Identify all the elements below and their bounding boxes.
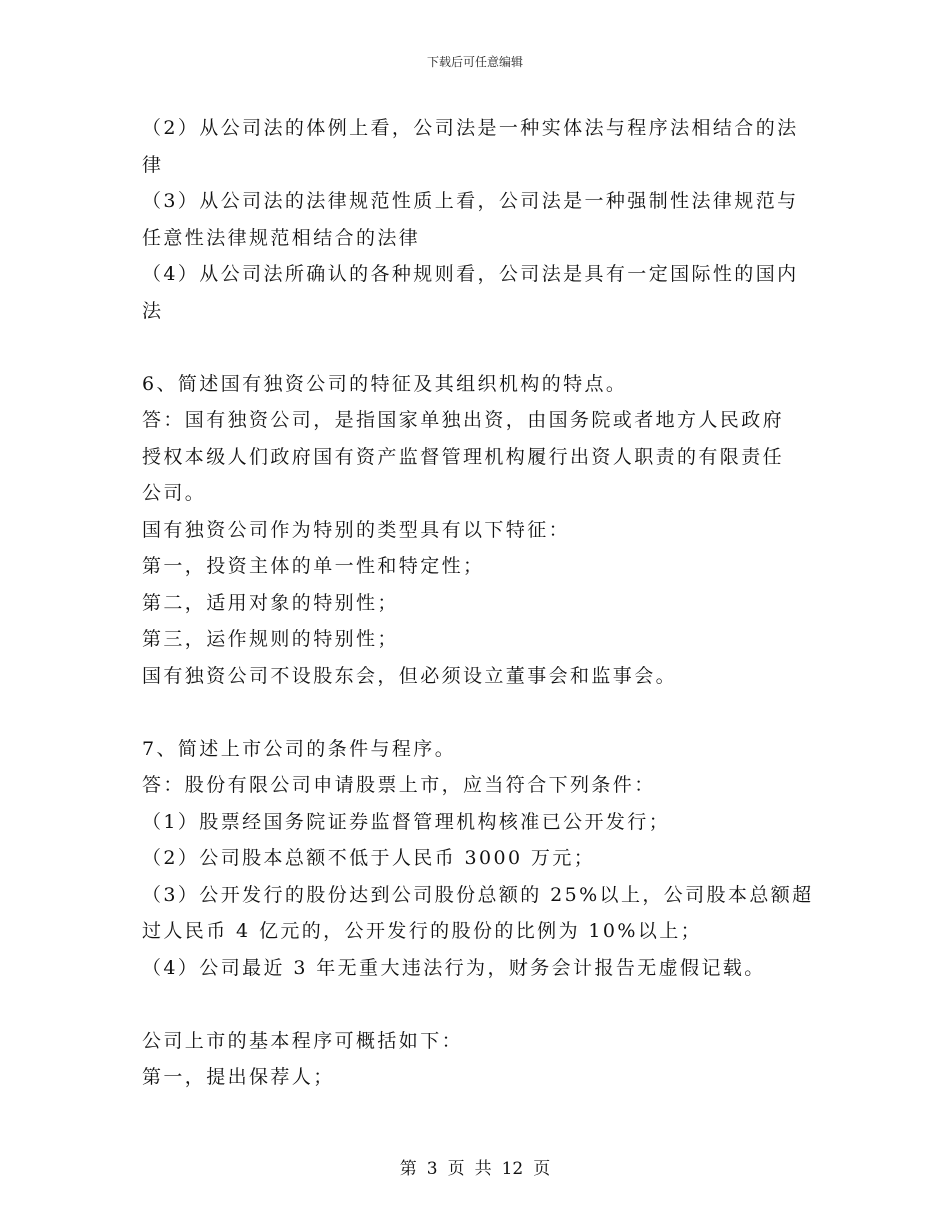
blank-line	[142, 694, 810, 731]
question-heading: 6、简述国有独资公司的特征及其组织机构的特点。	[142, 372, 628, 395]
question-heading: 7、简述上市公司的条件与程序。	[142, 737, 457, 760]
document-body	[142, 110, 814, 1096]
paragraph-line: （3）从公司法的法律规范性质上看，公司法是一种强制性法律规范与	[142, 190, 799, 212]
list-item: 第三，运作规则的特别性；	[142, 628, 399, 650]
page-header: 下载后可任意编辑	[426, 55, 523, 69]
paragraph-line: 过人民币 4 亿元的，公开发行的股份的比例为 10%以上；	[142, 920, 703, 942]
page-total: 12	[501, 1159, 524, 1179]
paragraph-line: 任意性法律规范相结合的法律	[142, 226, 421, 249]
paragraph-line: 国有独资公司不设股东会，但必须设立董事会和监事会。	[142, 664, 678, 687]
list-item: （2）公司股本总额不低于人民币 3000 万元；	[142, 847, 596, 869]
paragraph-line: 公司。	[142, 482, 207, 504]
paragraph-line: 国有独资公司作为特别的类型具有以下特征：	[142, 518, 571, 541]
paragraph-line: 律	[142, 153, 164, 176]
blank-line	[142, 986, 810, 1023]
page-label: 页	[533, 1159, 551, 1179]
list-item: （4）公司最近 3 年无重大违法行为，财务会计报告无虚假记载。	[142, 956, 766, 979]
paragraph-line: （4）从公司法所确认的各种规则看，公司法是具有一定国际性的国内	[142, 263, 799, 285]
list-item: 第二，适用对象的特别性；	[142, 591, 399, 614]
paragraph-line: 法	[142, 299, 164, 322]
list-item: 第一，投资主体的单一性和特定性；	[142, 555, 485, 577]
paragraph-line: 授权本级人们政府国有资产监督管理机构履行出资人职责的有限责任	[142, 445, 785, 468]
list-item: 第一，提出保荐人；	[142, 1066, 335, 1088]
page-footer	[0, 1154, 950, 1179]
page-label: 第	[399, 1159, 417, 1179]
total-label: 共	[474, 1159, 492, 1179]
blank-line	[142, 329, 810, 366]
paragraph-line: 答：股份有限公司申请股票上市，应当符合下列条件：	[142, 774, 656, 796]
paragraph-line: 答：国有独资公司，是指国家单独出资，由国务院或者地方人民政府	[142, 409, 785, 431]
page-number: 3	[426, 1159, 438, 1179]
paragraph-line: （2）从公司法的体例上看，公司法是一种实体法与程序法相结合的法	[142, 117, 799, 139]
paragraph-line: 公司上市的基本程序可概括如下：	[142, 1029, 464, 1052]
list-item: （3）公开发行的股份达到公司股份总额的 25%以上，公司股本总额超	[142, 883, 814, 906]
page-label: 页	[447, 1159, 465, 1179]
list-item: （1）股票经国务院证券监督管理机构核准已公开发行；	[142, 810, 671, 833]
